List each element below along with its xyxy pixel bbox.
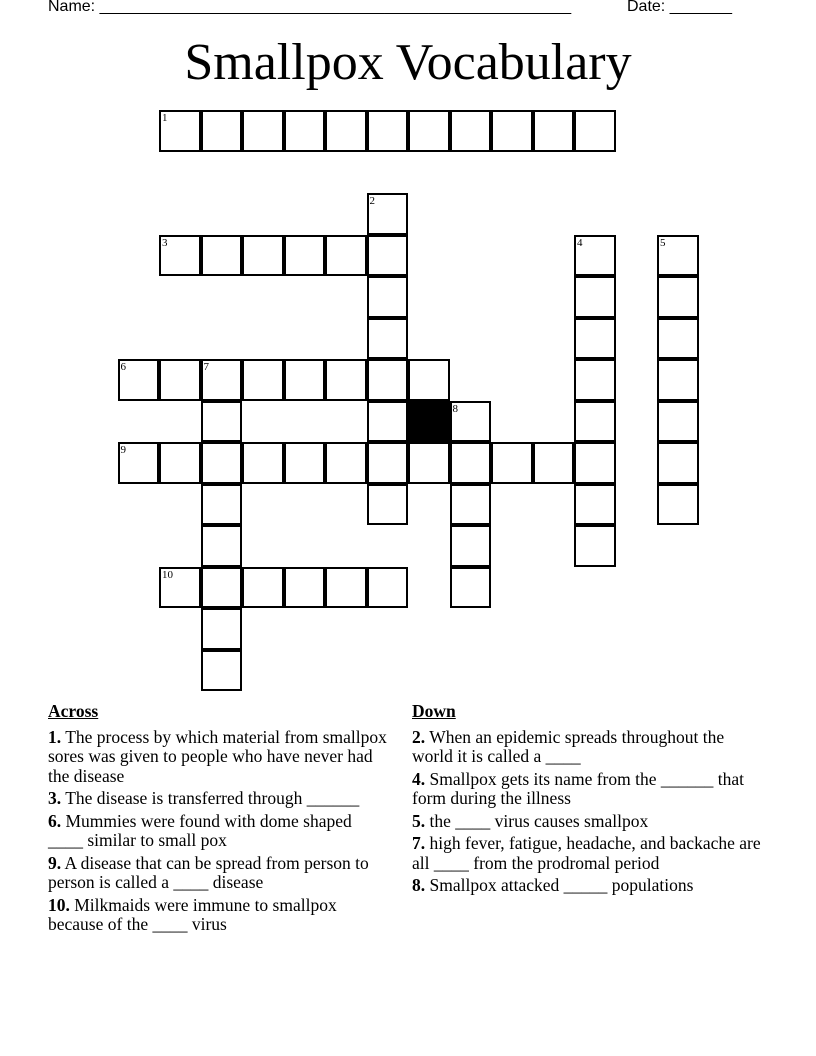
date-field[interactable]: Date: _______: [627, 0, 732, 15]
cell-number: 10: [162, 568, 173, 581]
crossword-cell[interactable]: [657, 276, 699, 318]
crossword-cell[interactable]: [574, 235, 616, 277]
crossword-cell[interactable]: [574, 442, 616, 484]
crossword-cell[interactable]: [367, 567, 409, 609]
cell-number: 1: [162, 112, 168, 124]
crossword-cell[interactable]: [450, 567, 492, 609]
crossword-cell[interactable]: [574, 525, 616, 567]
cell-number: 9: [120, 444, 126, 456]
crossword-cell[interactable]: [574, 276, 616, 318]
crossword-cell[interactable]: [325, 567, 367, 609]
crossword-cell[interactable]: [408, 442, 450, 484]
crossword-cell[interactable]: [367, 359, 409, 401]
cell-number: 3: [162, 236, 168, 249]
clue-number: 4.: [412, 768, 426, 789]
page-title: Smallpox Vocabulary: [184, 34, 632, 91]
crossword-cell[interactable]: [657, 484, 699, 526]
clue-across-1: [48, 728, 388, 787]
crossword-cell[interactable]: [491, 110, 533, 152]
clue-text: Smallpox attacked _____ populations: [429, 875, 694, 895]
crossword-cell[interactable]: [284, 359, 326, 401]
crossword-cell[interactable]: [325, 110, 367, 152]
crossword-cell[interactable]: [284, 442, 326, 484]
clue-number: 3.: [48, 788, 62, 808]
clue-text: The process by which material from smallpox sores was given to people who have never had the disease: [48, 726, 387, 786]
clue-down-2: [412, 728, 762, 767]
crossword-cell[interactable]: [201, 608, 243, 650]
clue-across-10: [48, 896, 388, 935]
clue-across-3: [48, 789, 388, 809]
crossword-cell[interactable]: [657, 442, 699, 484]
crossword-cell[interactable]: [201, 484, 243, 526]
clue-across-6: [48, 812, 388, 851]
down-heading: Down: [412, 701, 456, 721]
crossword-cell[interactable]: [325, 442, 367, 484]
across-clues: [48, 702, 388, 938]
clue-number: 2.: [412, 726, 426, 747]
crossword-cell[interactable]: [201, 650, 243, 692]
crossword-cell[interactable]: [450, 401, 492, 443]
clue-down-8: [412, 876, 762, 896]
crossword-cell[interactable]: [574, 110, 616, 152]
clue-text: The disease is transferred through ______: [65, 788, 360, 808]
clue-number: 5.: [412, 810, 426, 831]
crossword-cell[interactable]: [408, 359, 450, 401]
crossword-cell[interactable]: [367, 276, 409, 318]
crossword-cell[interactable]: [367, 235, 409, 277]
crossword-cell[interactable]: [242, 442, 284, 484]
crossword-cell[interactable]: [325, 235, 367, 277]
crossword-cell[interactable]: [450, 525, 492, 567]
crossword-cell[interactable]: [574, 401, 616, 443]
clue-number: 10.: [48, 894, 70, 915]
crossword-cell[interactable]: [159, 110, 201, 152]
crossword-cell[interactable]: [450, 442, 492, 484]
clue-down-5: [412, 812, 762, 832]
black-cell: [408, 401, 450, 443]
crossword-cell[interactable]: [408, 110, 450, 152]
crossword-cell[interactable]: [574, 318, 616, 360]
clue-number: 1.: [48, 726, 62, 747]
crossword-cell[interactable]: [201, 235, 243, 277]
cell-number: 2: [369, 195, 375, 207]
crossword-cell[interactable]: [367, 401, 409, 443]
clue-across-9: [48, 854, 388, 893]
cell-number: 5: [660, 236, 666, 249]
crossword-cell[interactable]: [201, 567, 243, 609]
crossword-cell[interactable]: [657, 401, 699, 443]
crossword-cell[interactable]: [533, 110, 575, 152]
crossword-cell[interactable]: [367, 484, 409, 526]
crossword-cell[interactable]: [533, 442, 575, 484]
crossword-cell[interactable]: [284, 235, 326, 277]
clue-number: 8.: [412, 875, 426, 895]
down-clues: [412, 702, 762, 899]
crossword-cell[interactable]: [367, 318, 409, 360]
crossword-cell[interactable]: [284, 110, 326, 152]
clue-down-4: [412, 770, 762, 809]
crossword-cell[interactable]: [242, 567, 284, 609]
clue-text: Smallpox gets its name from the ______ that form during the illness: [412, 768, 744, 808]
crossword-cell[interactable]: [159, 359, 201, 401]
crossword-cell[interactable]: [201, 401, 243, 443]
cell-number: 4: [577, 236, 583, 249]
crossword-cell[interactable]: [657, 235, 699, 277]
crossword-cell[interactable]: [159, 442, 201, 484]
crossword-cell[interactable]: [491, 442, 533, 484]
crossword-cell[interactable]: [159, 235, 201, 277]
name-field[interactable]: Name: _____________________________________________________: [48, 0, 572, 15]
crossword-cell[interactable]: [118, 442, 160, 484]
cell-number: 8: [452, 402, 458, 415]
crossword-cell[interactable]: [159, 567, 201, 609]
clue-down-7: [412, 834, 762, 873]
crossword-cell[interactable]: [574, 359, 616, 401]
crossword-cell[interactable]: [657, 359, 699, 401]
clue-text: A disease that can be spread from person to person is called a ____ disease: [48, 852, 369, 892]
cell-number: 7: [203, 361, 209, 373]
crossword-cell[interactable]: [367, 193, 409, 235]
crossword-cell[interactable]: [367, 110, 409, 152]
crossword-cell[interactable]: [284, 567, 326, 609]
clue-number: 6.: [48, 810, 62, 831]
crossword-cell[interactable]: [201, 110, 243, 152]
crossword-cell[interactable]: [367, 442, 409, 484]
clue-text: Milkmaids were immune to smallpox because of the ____ virus: [48, 894, 337, 934]
crossword-cell[interactable]: [118, 359, 160, 401]
across-heading: Across: [48, 701, 99, 721]
cell-number: 6: [120, 361, 126, 373]
crossword-cell[interactable]: [325, 359, 367, 401]
crossword-cell[interactable]: [201, 525, 243, 567]
clue-number: 7.: [412, 833, 426, 853]
clue-number: 9.: [48, 852, 62, 873]
clue-text: Mummies were found with dome shaped ____ similar to small pox: [48, 810, 352, 850]
crossword-cell[interactable]: [242, 235, 284, 277]
crossword-cell[interactable]: [242, 110, 284, 152]
crossword-cell[interactable]: [201, 442, 243, 484]
crossword-cell[interactable]: [450, 110, 492, 152]
clue-text: the ____ virus causes smallpox: [429, 810, 649, 831]
crossword-cell[interactable]: [201, 359, 243, 401]
crossword-cell[interactable]: [242, 359, 284, 401]
crossword-cell[interactable]: [450, 484, 492, 526]
crossword-cell[interactable]: [574, 484, 616, 526]
clue-text: When an epidemic spreads throughout the world it is called a ____: [412, 726, 725, 766]
crossword-cell[interactable]: [657, 318, 699, 360]
clue-text: high fever, fatigue, headache, and backache are all ____ from the prodromal period: [412, 833, 761, 873]
